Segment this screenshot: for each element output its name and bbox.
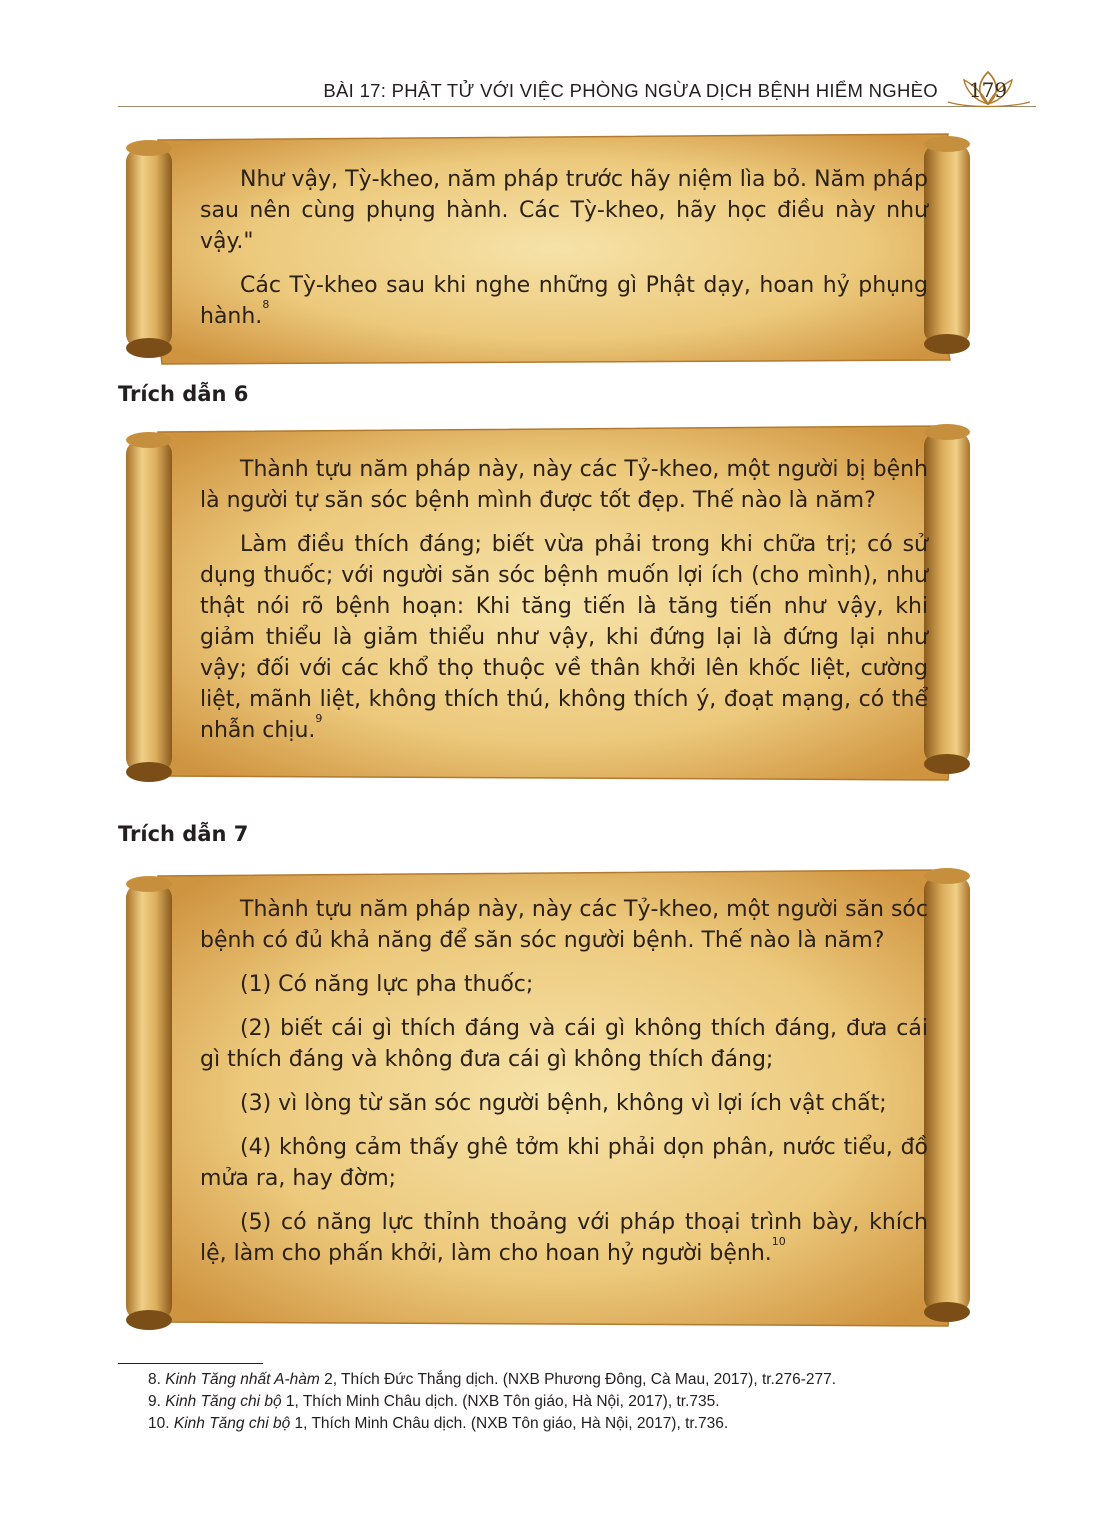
paragraph: Làm điều thích đáng; biết vừa phải trong khi chữa trị; có sử dụng thuốc; với người săn sóc bệnh muốn lợi ích (cho mình), như thật nói rõ bệnh hoạn: Khi tăng tiến là tăng tiến như vậy, khi giảm thiểu là giảm thiểu như vậy, khi đứng lại là đứng lại như vậy; đối với các khổ thọ thuộc về thân khởi lên khốc liệt, cường liệt, mãnh liệt, không thích thú, không thích ý, đoạt mạng, có thể nhẫn chịu.$^9$ [200,532,928,743]
paragraph: (3) vì lòng từ săn sóc người bệnh, không vì lợi ích vật chất; [240,1091,887,1116]
footnote-ref[interactable]: 9 [315,712,323,725]
footnote-9: 9. Kinh Tăng chi bộ 1, Thích Minh Châu dịch. (NXB Tôn giáo, Hà Nội, 2017), tr.735. [148,1393,720,1410]
paragraph: Thành tựu năm pháp này, này các Tỷ-kheo, một người bị bệnh là người tự săn sóc bệnh mình được tốt đẹp. Thế nào là năm? [200,457,928,513]
running-header-title: BÀI 17: PHẬT TỬ VỚI VIỆC PHÒNG NGỪA DỊCH BỆNH HIỂM NGHÈO [323,80,938,101]
scroll-panel-continued [118,128,978,368]
page-header [0,70,1106,110]
scroll-text [200,454,928,759]
footnote-ref[interactable]: 10 [771,1235,786,1248]
footnotes [118,1369,1018,1435]
scroll-panel-quote-7 [118,856,978,1336]
header-rule [118,106,1036,107]
scroll-text [200,894,928,1282]
footnote-rule [118,1363,263,1364]
paragraph: Thành tựu năm pháp này, này các Tỷ-kheo, một người săn sóc bệnh có đủ khả năng để săn sóc người bệnh. Thế nào là năm? [200,897,928,953]
footnote-ref[interactable]: 8 [262,298,270,311]
paragraph: (1) Có năng lực pha thuốc; [240,972,534,997]
section-heading-quote-7: Trích dẫn 7 [118,822,249,846]
scroll-text [200,164,928,345]
paragraph: Các Tỳ-kheo sau khi nghe những gì Phật dạy, hoan hỷ phụng hành.$^8$ [200,273,928,329]
scroll-panel-quote-6 [118,418,978,788]
paragraph: (4) không cảm thấy ghê tởm khi phải dọn phân, nước tiểu, đồ mửa ra, hay đờm; [200,1135,928,1191]
paragraph: (5) có năng lực thỉnh thoảng với pháp thoại trình bày, khích lệ, làm cho phấn khởi, làm cho hoan hỷ người bệnh.$^{10}$ [200,1210,928,1266]
paragraph: (2) biết cái gì thích đáng và cái gì không thích đáng, đưa cái gì thích đáng và không đưa cái gì không thích đáng; [200,1016,928,1072]
page-number: 179 [968,78,1008,102]
paragraph: Như vậy, Tỳ-kheo, năm pháp trước hãy niệm lìa bỏ. Năm pháp sau nên cùng phụng hành. Các Tỳ-kheo, hãy học điều này như vậy." [200,167,928,254]
section-heading-quote-6: Trích dẫn 6 [118,382,249,406]
footnote-10: 10. Kinh Tăng chi bộ 1, Thích Minh Châu dịch. (NXB Tôn giáo, Hà Nội, 2017), tr.736. [148,1415,729,1432]
footnote-8: 8. Kinh Tăng nhất A-hàm 2, Thích Đức Thắng dịch. (NXB Phương Đông, Cà Mau, 2017), tr.276-277. [148,1371,837,1388]
